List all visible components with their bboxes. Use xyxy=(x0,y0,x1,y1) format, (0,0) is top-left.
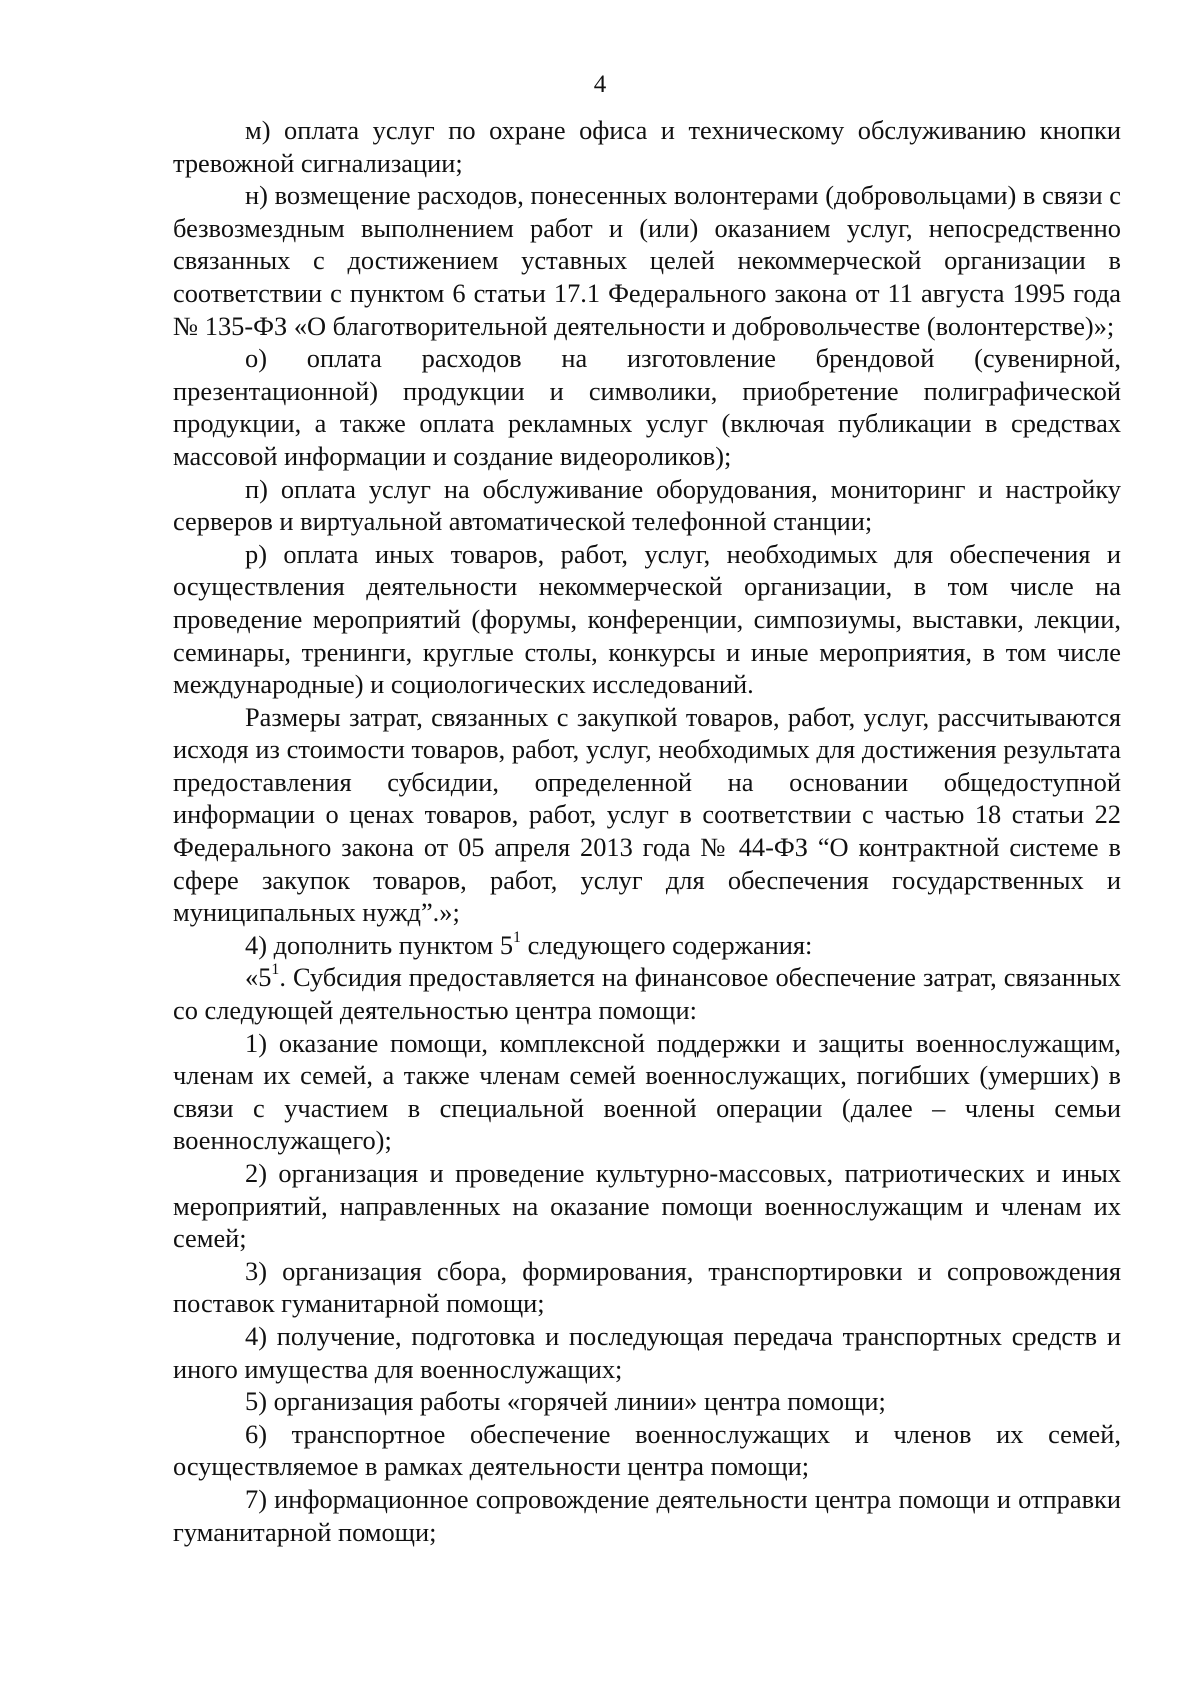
superscript-mark: 1 xyxy=(513,928,521,946)
page-number: 4 xyxy=(593,71,607,98)
superscript-mark: 1 xyxy=(271,961,280,979)
paragraph-subitem-m xyxy=(173,114,1121,179)
paragraph-item-3 xyxy=(173,1255,1121,1320)
paragraph-item-4 xyxy=(173,1320,1121,1385)
paragraph-text: 3) организация сбора, формирования, транспортировки и сопровождения поставок гуманитарной помощи; xyxy=(173,1255,1121,1319)
paragraph-subitem-n xyxy=(173,179,1121,342)
document-body xyxy=(173,114,1121,1548)
paragraph-text: «5 xyxy=(245,962,272,993)
paragraph-text: 6) транспортное обеспечение военнослужащих и членов их семей, осуществляемое в рамках деятельности центра помощи; xyxy=(173,1418,1121,1482)
paragraph-subitem-p xyxy=(173,473,1121,538)
paragraph-cost-sizes xyxy=(173,701,1121,929)
paragraph-point-5-1 xyxy=(173,961,1121,1026)
paragraph-text: о) оплата расходов на изготовление брендовой (сувенирной, презентационной) продукции и символики, приобретение полиграфической продукции, а также оплата рекламных услуг (включая публикации в средствах массовой информации и создание видеороликов); xyxy=(173,343,1121,471)
paragraph-subitem-r xyxy=(173,538,1121,701)
paragraph-text: 7) информационное сопровождение деятельности центра помощи и отправки гуманитарной помощи; xyxy=(173,1483,1121,1547)
paragraph-text: 2) организация и проведение культурно-массовых, патриотических и иных мероприятий, направленных на оказание помощи военнослужащим и членам их семей; xyxy=(173,1158,1121,1254)
paragraph-text: р) оплата иных товаров, работ, услуг, необходимых для обеспечения и осуществления деятельности некоммерческой организации, в том числе на проведение мероприятий (форумы, конференции, симпозиумы, выставки, лекции, семинары, тренинги, круглые столы, конкурсы и иные мероприятия, в том числе международные) и социологических исследований. xyxy=(173,538,1121,700)
paragraph-text: п) оплата услуг на обслуживание оборудования, мониторинг и настройку серверов и виртуальной автоматической телефонной станции; xyxy=(173,473,1121,537)
paragraph-text: 4) получение, подготовка и последующая передача транспортных средств и иного имущества для военнослужащих; xyxy=(173,1320,1121,1384)
paragraph-item-5 xyxy=(173,1385,1121,1418)
paragraph-text: 4) дополнить пунктом 5 xyxy=(245,929,514,960)
paragraph-item-1 xyxy=(173,1027,1121,1157)
paragraph-text-continued: . Субсидия предоставляется на финансовое обеспечение затрат, связанных со следующей деятельностью центра помощи: xyxy=(173,962,1121,1026)
paragraph-text: Размеры затрат, связанных с закупкой товаров, работ, услуг, рассчитываются исходя из стоимости товаров, работ, услуг, необходимых для достижения результата предоставления субсидии, определенной на основании общедоступной информации о ценах товаров, работ, услуг в соответствии с частью 18 статьи 22 Федерального закона от 05 апреля 2013 года № 44-ФЗ “О контрактной системе в сфере закупок товаров, работ, услуг для обеспечения государственных и муниципальных нужд”.»; xyxy=(173,701,1121,928)
paragraph-text-continued: следующего содержания: xyxy=(520,929,813,960)
paragraph-subitem-o xyxy=(173,342,1121,472)
paragraph-text: н) возмещение расходов, понесенных волонтерами (добровольцами) в связи с безвозмездным выполнением работ и (или) оказанием услуг, непосредственно связанных с достижением уставных целей некоммерческой организации в соответствии с пунктом 6 статьи 17.1 Федерального закона от 11 августа 1995 года № 135-ФЗ «О благотворительной деятельности и добровольчестве (волонтерстве)»; xyxy=(173,180,1121,341)
paragraph-text: 5) организация работы «горячей линии» центра помощи; xyxy=(245,1386,886,1417)
paragraph-item-6 xyxy=(173,1418,1121,1483)
paragraph-text: 1) оказание помощи, комплексной поддержки и защиты военнослужащим, членам их семей, а также членам семей военнослужащих, погибших (умерших) в связи с участием в специальной военной операции (далее – члены семьи военнослужащего); xyxy=(173,1027,1121,1156)
paragraph-item-2 xyxy=(173,1157,1121,1255)
paragraph-amendment-4 xyxy=(173,929,1121,962)
paragraph-item-7 xyxy=(173,1483,1121,1548)
paragraph-text: м) оплата услуг по охране офиса и техническому обслуживанию кнопки тревожной сигнализации; xyxy=(173,115,1121,178)
